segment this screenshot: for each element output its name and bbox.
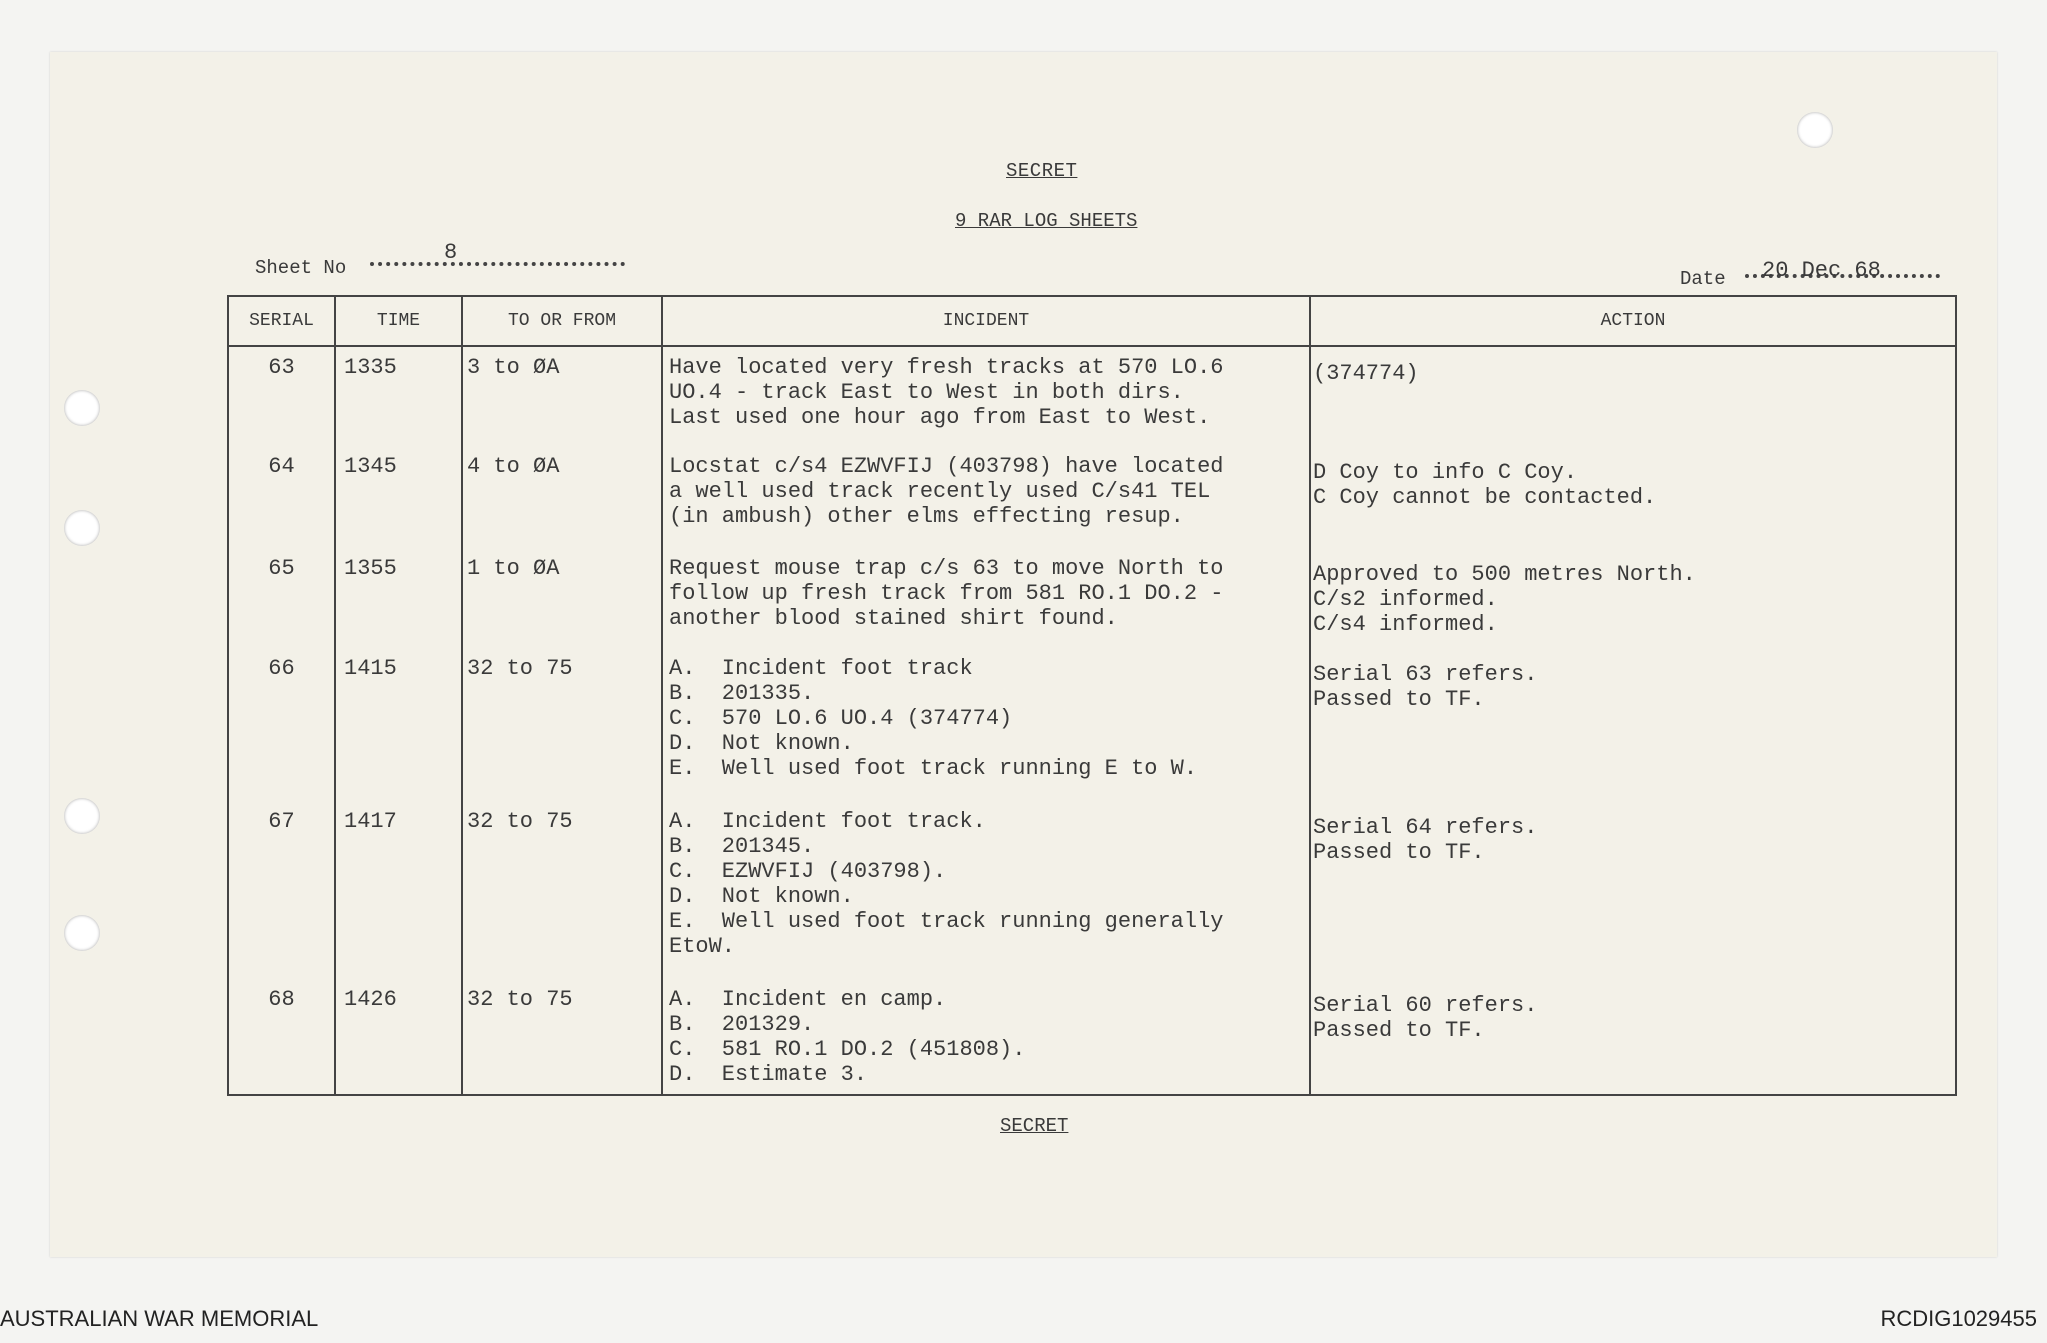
incident-cell: [662, 346, 1310, 446]
punch-hole: [64, 510, 100, 546]
incident-line: D. Estimate 3.: [669, 1062, 868, 1087]
incident-line: A. Incident foot track: [669, 656, 973, 681]
table-row: [228, 446, 1956, 548]
incident-line: Have located very fresh tracks at 570 LO.6: [669, 355, 1224, 380]
serial-cell: 64: [228, 446, 335, 548]
date-label: Date: [1680, 268, 1726, 290]
footer-classification: SECRET: [1000, 1115, 1069, 1137]
action-line: C Coy cannot be contacted.: [1313, 485, 1657, 510]
incident-line: another blood stained shirt found.: [669, 606, 1118, 631]
punch-hole: [64, 798, 100, 834]
column-header-serial: SERIAL: [228, 296, 335, 346]
action-cell: [1310, 346, 1956, 446]
time-cell: 1417: [335, 801, 462, 979]
table-row: [228, 648, 1956, 801]
log-table: [227, 295, 1957, 1096]
action-cell: [1310, 979, 1956, 1095]
date-value: 20 Dec 68: [1762, 258, 1881, 283]
table-row: [228, 979, 1956, 1095]
serial-cell: 68: [228, 979, 335, 1095]
incident-cell: [662, 648, 1310, 801]
time-cell: 1355: [335, 548, 462, 648]
sheet-no-label: Sheet No: [255, 257, 347, 279]
action-line: Serial 64 refers.: [1313, 815, 1538, 840]
incident-cell: [662, 548, 1310, 648]
header-classification: SECRET: [1006, 160, 1078, 182]
archive-caption-left: AUSTRALIAN WAR MEMORIAL: [0, 1306, 319, 1331]
incident-line: E. Well used foot track running E to W.: [669, 756, 1198, 781]
sheet-no-value: 8: [444, 240, 458, 265]
table-row: [228, 548, 1956, 648]
to-from-cell: 3 to ØA: [462, 346, 662, 446]
action-line: Approved to 500 metres North.: [1313, 562, 1696, 587]
incident-line: D. Not known.: [669, 731, 854, 756]
serial-cell: 63: [228, 346, 335, 446]
to-from-cell: 1 to ØA: [462, 548, 662, 648]
incident-line: Last used one hour ago from East to West.: [669, 405, 1211, 430]
column-header-to-or-from: TO OR FROM: [462, 296, 662, 346]
incident-line: a well used track recently used C/s41 TEL: [669, 479, 1211, 504]
incident-line: A. Incident foot track.: [669, 809, 986, 834]
incident-line: C. EZWVFIJ (403798).: [669, 859, 947, 884]
serial-cell: 65: [228, 548, 335, 648]
incident-line: Locstat c/s4 EZWVFIJ (403798) have located: [669, 454, 1224, 479]
punch-hole: [64, 390, 100, 426]
incident-line: EtoW.: [669, 934, 736, 959]
archive-caption-right: RCDIG1029455: [1880, 1306, 2037, 1331]
table-row: [228, 801, 1956, 979]
serial-cell: 67: [228, 801, 335, 979]
action-line: D Coy to info C Coy.: [1313, 460, 1578, 485]
time-cell: 1335: [335, 346, 462, 446]
incident-line: UO.4 - track East to West in both dirs.: [669, 380, 1184, 405]
action-line: (374774): [1313, 361, 1419, 386]
time-cell: 1426: [335, 979, 462, 1095]
action-line: Passed to TF.: [1313, 1018, 1485, 1043]
action-cell: [1310, 648, 1956, 801]
action-cell: [1310, 446, 1956, 548]
page-title: 9 RAR LOG SHEETS: [955, 210, 1138, 232]
incident-line: (in ambush) other elms effecting resup.: [669, 504, 1184, 529]
column-header-time: TIME: [335, 296, 462, 346]
incident-line: E. Well used foot track running generally: [669, 909, 1224, 934]
incident-line: B. 201329.: [669, 1012, 815, 1037]
action-line: Passed to TF.: [1313, 687, 1485, 712]
incident-cell: [662, 979, 1310, 1095]
action-line: Serial 63 refers.: [1313, 662, 1538, 687]
incident-line: A. Incident en camp.: [669, 987, 947, 1012]
incident-cell: [662, 446, 1310, 548]
action-line: Passed to TF.: [1313, 840, 1485, 865]
action-line: C/s4 informed.: [1313, 612, 1498, 637]
table-row: [228, 346, 1956, 446]
incident-line: C. 581 RO.1 DO.2 (451808).: [669, 1037, 1026, 1062]
to-from-cell: 4 to ØA: [462, 446, 662, 548]
to-from-cell: 32 to 75: [462, 648, 662, 801]
punch-hole: [1797, 112, 1833, 148]
punch-hole: [64, 915, 100, 951]
action-line: C/s2 informed.: [1313, 587, 1498, 612]
to-from-cell: 32 to 75: [462, 801, 662, 979]
action-line: Serial 60 refers.: [1313, 993, 1538, 1018]
table-header-row: [228, 296, 1956, 346]
incident-line: C. 570 LO.6 UO.4 (374774): [669, 706, 1013, 731]
time-cell: 1345: [335, 446, 462, 548]
incident-line: D. Not known.: [669, 884, 854, 909]
incident-line: Request mouse trap c/s 63 to move North to: [669, 556, 1224, 581]
to-from-cell: 32 to 75: [462, 979, 662, 1095]
serial-cell: 66: [228, 648, 335, 801]
incident-line: B. 201335.: [669, 681, 815, 706]
action-cell: [1310, 801, 1956, 979]
sheet-no-dotted-line: [370, 262, 625, 266]
incident-line: B. 201345.: [669, 834, 815, 859]
column-header-incident: INCIDENT: [662, 296, 1310, 346]
incident-cell: [662, 801, 1310, 979]
time-cell: 1415: [335, 648, 462, 801]
incident-line: follow up fresh track from 581 RO.1 DO.2 -: [669, 581, 1224, 606]
column-header-action: ACTION: [1310, 296, 1956, 346]
action-cell: [1310, 548, 1956, 648]
